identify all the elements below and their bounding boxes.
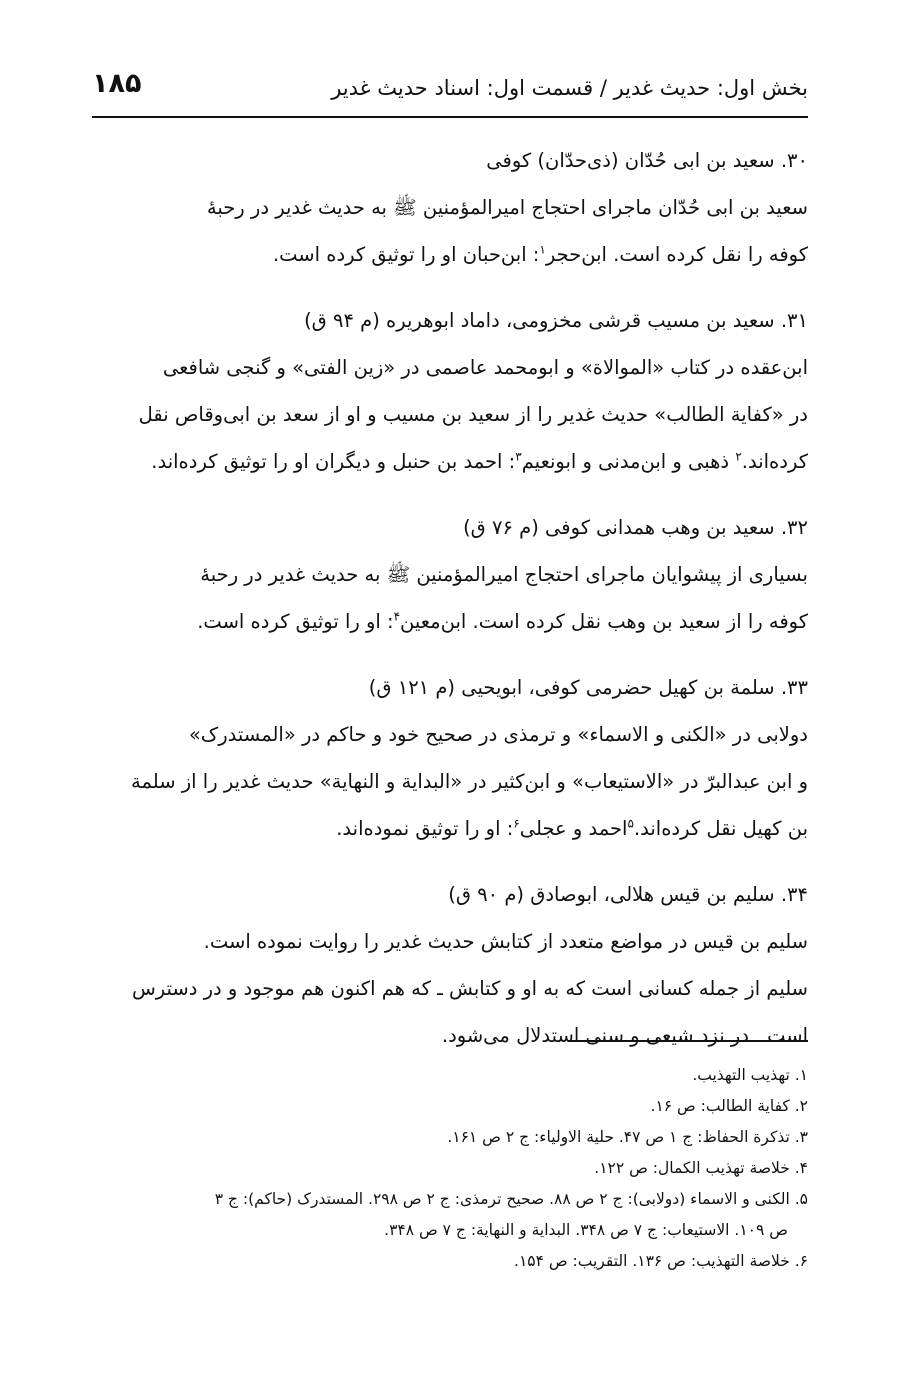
- paragraph-line: دولابی در «الکنی و الاسماء» و ترمذی در صحیح خود و حاکم در «المستدرک»: [188, 723, 808, 746]
- entry-34: [92, 872, 808, 1059]
- footnotes: [92, 1060, 808, 1277]
- entry-title: ۳۱. سعید بن مسیب قرشی مخزومی، داماد ابوهریره (م ۹۴ ق): [304, 309, 808, 332]
- paragraph-line: کوفه را از سعید بن وهب نقل کرده است. ابن‌معین$^۴$: او را توثیق کرده است.: [197, 609, 808, 633]
- paragraph-line: سعید بن ابی حُدّان ماجرای احتجاج امیرالمؤمنین ﷺ به حدیث غدیر در رحبهٔ: [206, 196, 808, 219]
- paragraph-line: در «کفایة الطالب» حدیث غدیر را از سعید بن مسیب و او از سعد بن ابی‌وقاص نقل: [138, 403, 808, 426]
- paragraph-line: بسیاری از پیشوایان ماجرای احتجاج امیرالمؤمنین ﷺ به حدیث غدیر در رحبهٔ: [200, 563, 808, 586]
- footnote-ref: ۵: [627, 816, 634, 831]
- footnote-ref: ۶: [513, 816, 520, 831]
- paragraph-line: بن کهیل نقل کرده‌اند.$^۵$احمد و عجلی$^۶$: او را توثیق نموده‌اند.: [336, 816, 808, 840]
- entry-body: [92, 344, 808, 485]
- entry-title: ۳۲. سعید بن وهب همدانی کوفی (م ۷۶ ق): [463, 516, 808, 539]
- running-title: بخش اول: حدیث غدیر / قسمت اول: اسناد حدیث غدیر: [331, 76, 808, 100]
- footnote-1: ۱. تهذیب التهذیب.: [692, 1066, 808, 1084]
- entry-body: [92, 918, 808, 1059]
- footnote-4: ۴. خلاصة تهذیب الکمال: ص ۱۲۲.: [594, 1159, 808, 1177]
- entry-title: ۳۰. سعید بن ابی حُدّان (ذی‌حدّان) کوفی: [486, 149, 808, 172]
- footnote-3: ۳. تذکرة الحفاظ: ج ۱ ص ۴۷. حلیة الاولیاء: ج ۲ ص ۱۶۱.: [447, 1128, 808, 1146]
- entry-31: [92, 298, 808, 485]
- paragraph-line: کرده‌اند.$^۲$ ذهبی و ابن‌مدنی و ابونعیم$^۳$: احمد بن حنبل و دیگران او را توثیق کرده‌اند.: [151, 449, 808, 473]
- footnote-5-continued: ص ۱۰۹. الاستیعاب: ج ۷ ص ۳۴۸. البدایة و النهایة: ج ۷ ص ۳۴۸.: [384, 1221, 788, 1239]
- entry-30: [92, 138, 808, 278]
- entry-body: [92, 711, 808, 852]
- entry-32: [92, 505, 808, 645]
- footnote-5: ۵. الکنی و الاسماء (دولابی): ج ۲ ص ۸۸. صحیح ترمذی: ج ۲ ص ۲۹۸. المستدرک (حاکم): ج ۳: [214, 1190, 808, 1208]
- paragraph-line: سلیم بن قیس در مواضع متعدد از کتابش حدیث غدیر را روایت نموده است.: [203, 930, 808, 953]
- page-number: ۱۸۵: [92, 68, 142, 99]
- paragraph-line: و ابن عبدالبرّ در «الاستیعاب» و ابن‌کثیر در «البدایة و النهایة» حدیث غدیر را از سلمة: [131, 770, 808, 793]
- entry-title: ۳۴. سلیم بن قیس هلالی، ابوصادق (م ۹۰ ق): [448, 883, 808, 906]
- entry-body: [92, 184, 808, 278]
- paragraph-line: است ـ در نزد شیعی و سنی استدلال می‌شود.: [441, 1024, 808, 1047]
- entry-33: [92, 665, 808, 852]
- footnote-ref: ۱: [539, 242, 546, 257]
- paragraph-line: ابن‌عقده در کتاب «الموالاة» و ابومحمد عاصمی در «زین الفتی» و گنجی شافعی: [162, 356, 808, 379]
- footnote-2: ۲. کفایة الطالب: ص ۱۶.: [650, 1097, 808, 1115]
- footnote-6: ۶. خلاصة التهذیب: ص ۱۳۶. التقریب: ص ۱۵۴.: [514, 1252, 808, 1270]
- entry-title: ۳۳. سلمة بن کهیل حضرمی کوفی، ابویحیی (م ۱۲۱ ق): [368, 676, 808, 699]
- entry-body: [92, 551, 808, 645]
- paragraph-line: کوفه را نقل کرده است. ابن‌حجر$^۱$: ابن‌حبان او را توثیق کرده است.: [272, 242, 808, 266]
- paragraph-line: سلیم از جمله کسانی است که به او و کتابش ـ که هم اکنون هم موجود و در دسترس: [131, 977, 808, 1000]
- footnote-divider: [568, 1040, 808, 1042]
- footnote-ref: ۴: [393, 609, 401, 624]
- page-header: [92, 62, 808, 118]
- main-text: [92, 138, 808, 1079]
- footnote-ref: ۲: [735, 449, 742, 464]
- footnote-ref: ۳: [515, 449, 522, 464]
